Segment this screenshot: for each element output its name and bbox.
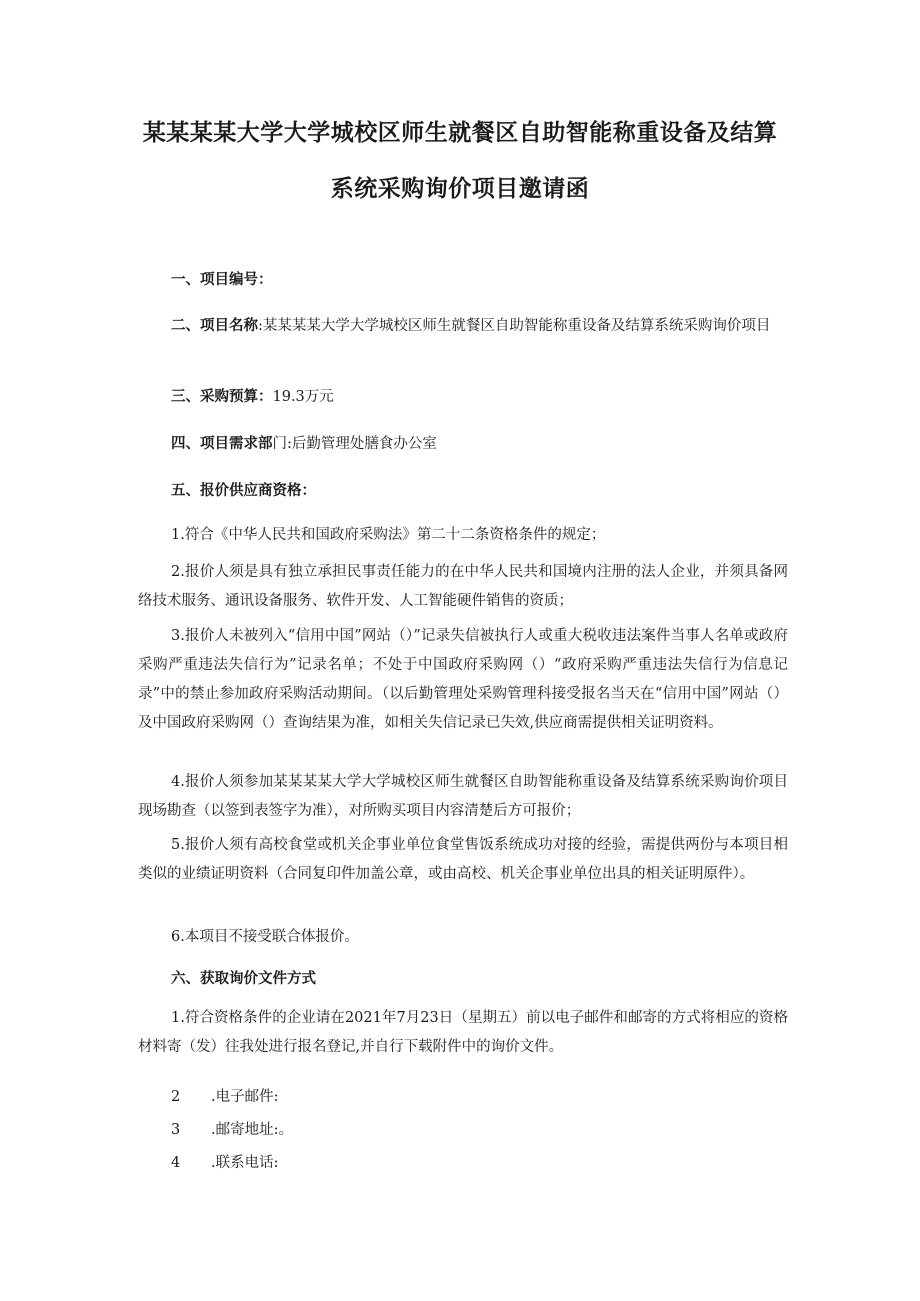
qualification-item-1: 1.符合《中华人民共和国政府采购法》第二十二条资格条件的规定；	[171, 527, 606, 543]
document-title-line-1: 某某某某大学大学城校区师生就餐区自助智能称重设备及结算	[142, 120, 778, 146]
email-label: .电子邮件:	[211, 1089, 279, 1105]
qualification-item-2: 2.报价人须是具有独立承担民事责任能力的在中华人民共和国境内注册的法人企业，并须具备网络技术服务、通讯设备服务、软件开发、人工智能硬件销售的资质；	[138, 564, 788, 609]
project-name-heading: 二、项目名称	[171, 318, 258, 334]
email-number: 2	[171, 1089, 181, 1105]
budget-heading: 三、采购预算：	[171, 389, 273, 405]
phone-line	[171, 1149, 279, 1178]
obtain-documents-heading: 六、获取询价文件方式	[171, 971, 316, 987]
project-name-value: :某某某某大学大学城校区师生就餐区自助智能称重设备及结算系统采购询价项目	[258, 318, 771, 334]
qualification-item-4: 4.报价人须参加某某某某大学大学城校区师生就餐区自助智能称重设备及结算系统采购询价项目现场勘查（以签到表签字为准），对所购买项目内容清楚后方可报价；	[138, 774, 788, 819]
email-line	[171, 1083, 279, 1112]
obtain-item-1: 1.符合资格条件的企业请在2021年7月23日（星期五）前以电子邮件和邮寄的方式将相应的资格材料寄（发）往我处进行报名登记,并自行下载附件中的询价文件。	[138, 1010, 788, 1055]
demand-department-heading: 四、项目需求部	[171, 436, 273, 452]
phone-label: .联系电话:	[211, 1155, 279, 1171]
document-title-line-2: 系统采购询价项目邀请函	[330, 176, 590, 202]
qualification-item-5: 5.报价人须有高校食堂或机关企事业单位食堂售饭系统成功对接的经验，需提供两份与本项目相类似的业绩证明资料（合同复印件加盖公章，或由高校、机关企事业单位出具的相关证明原件）。	[138, 837, 788, 882]
phone-number: 4	[171, 1155, 181, 1171]
budget	[138, 383, 788, 412]
mailing-address-label: .邮寄地址:。	[211, 1122, 293, 1138]
mailing-address-number: 3	[171, 1122, 181, 1138]
demand-department	[138, 430, 788, 459]
budget-value: 19.3万元	[272, 389, 334, 405]
supplier-qualification-heading: 五、报价供应商资格：	[171, 483, 316, 499]
project-name	[138, 312, 788, 341]
mailing-address-line	[171, 1116, 293, 1145]
demand-department-value: 门:后勤管理处膳食办公室	[272, 436, 437, 452]
project-number-heading: 一、项目编号：	[171, 272, 273, 288]
project-number	[138, 266, 788, 295]
qualification-item-6: 6.本项目不接受联合体报价。	[171, 929, 359, 945]
qualification-item-3: 3.报价人未被列入“信用中国”网站（）”记录失信被执行人或重大税收违法案件当事人名单或政府采购严重违法失信行为”记录名单；不处于中国政府采购网（）“政府采购严重违法失信行为信息记录”中的禁止参加政府采购活动期间。（以后勤管理处采购管理科接受报名当天在“信用中国”网站（）及中国政府采购网（）查询结果为准，如相关失信记录已失效,供应商需提供相关证明资料。	[138, 628, 788, 731]
